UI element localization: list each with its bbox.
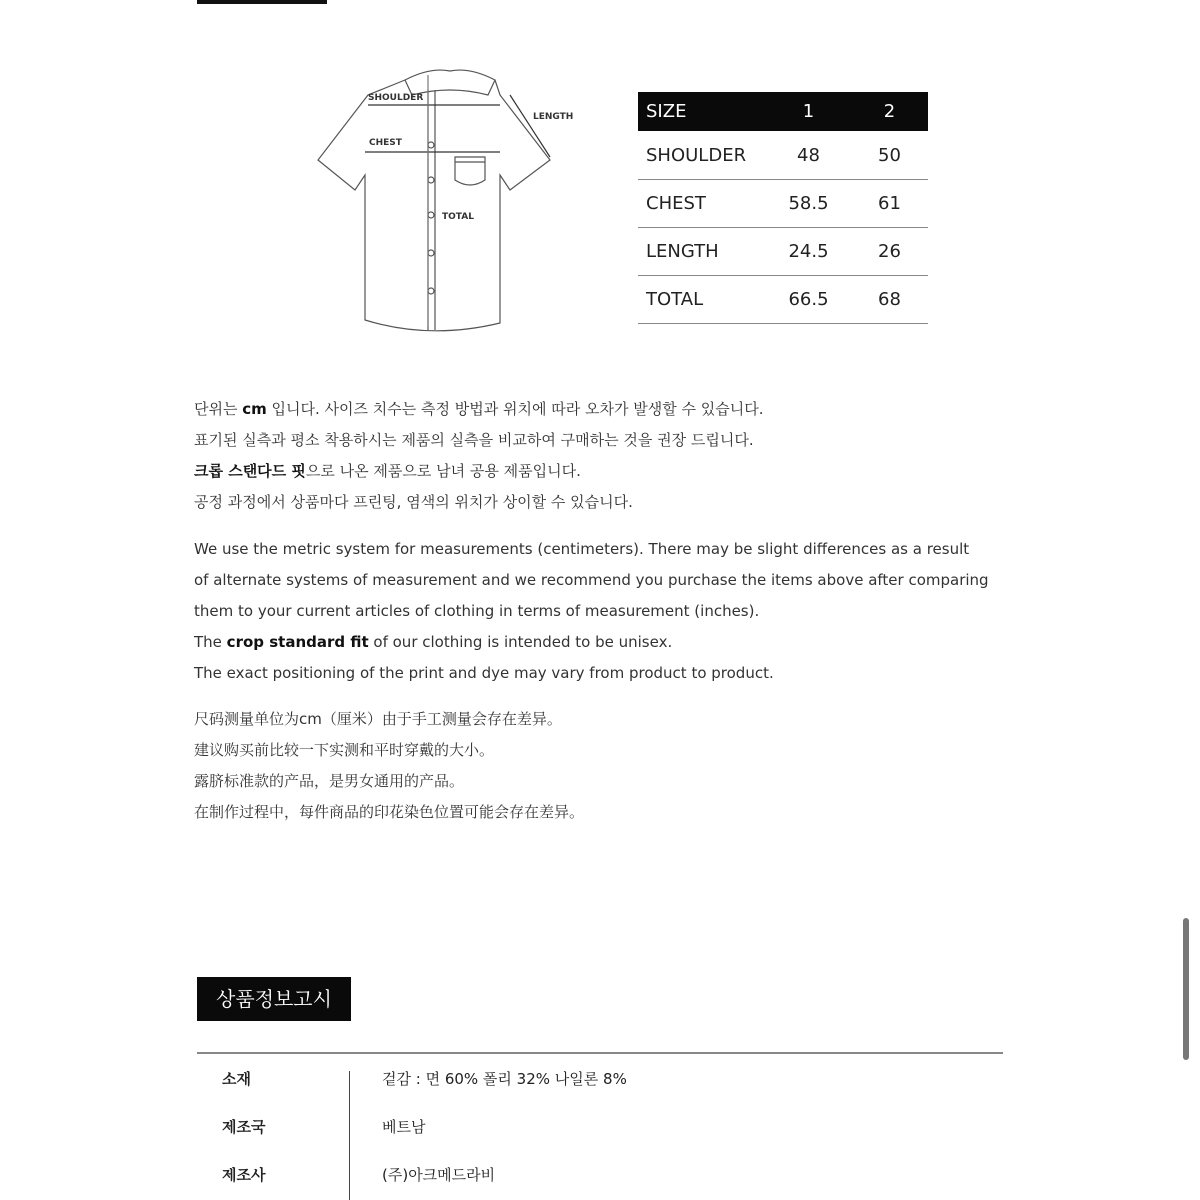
row-size-2: 26 — [851, 228, 928, 276]
row-size-2: 68 — [851, 276, 928, 324]
note-line: 在制作过程中，每件商品的印花染色位置可能会存在差异。 — [194, 803, 585, 821]
note-line: 露脐标准款的产品，是男女通用的产品。 — [194, 772, 465, 790]
info-value-material: 겉감 : 면 60% 폴리 32% 나일론 8% — [382, 1070, 627, 1088]
diagram-label-shoulder: SHOULDER — [368, 93, 424, 103]
info-value-country: 베트남 — [382, 1118, 426, 1136]
note-line: them to your current articles of clothing in terms of measurement (inches). — [194, 602, 760, 620]
size-table-header — [638, 92, 928, 131]
scrollbar-thumb[interactable] — [1183, 918, 1189, 1060]
row-size-2: 50 — [851, 131, 928, 180]
note-line: 표기된 실측과 평소 착용하시는 제품의 실측을 비교하여 구매하는 것을 권장 드립니다. — [194, 431, 754, 449]
row-label: CHEST — [638, 180, 766, 228]
note-bold-unit: cm — [242, 400, 267, 418]
diagram-label-total: TOTAL — [442, 212, 474, 222]
row-size-1: 58.5 — [766, 180, 851, 228]
shirt-measurement-diagram — [310, 65, 590, 340]
info-value-manufacturer: (주)아크메드라비 — [382, 1166, 496, 1184]
note-text: The — [194, 633, 227, 651]
row-label: TOTAL — [638, 276, 766, 324]
info-key-country: 제조국 — [222, 1118, 266, 1136]
note-line — [194, 456, 763, 487]
size-header-label: SIZE — [638, 92, 766, 131]
table-row — [638, 276, 928, 324]
note-bold-fit: crop standard fit — [226, 633, 369, 651]
note-line: 尺码测量单位为cm（厘米）由于手工测量会存在差异。 — [194, 710, 562, 728]
table-row — [638, 228, 928, 276]
info-key-material: 소재 — [222, 1070, 251, 1088]
note-line: 建议购买前比较一下实测和平时穿戴的大小。 — [194, 741, 495, 759]
row-size-1: 24.5 — [766, 228, 851, 276]
note-text: 으로 나온 제품으로 남녀 공용 제품입니다. — [305, 462, 581, 480]
notes-chinese — [194, 704, 584, 828]
row-size-1: 48 — [766, 131, 851, 180]
product-info-title: 상품정보고시 — [197, 977, 351, 1021]
diagram-label-length: LENGTH — [533, 112, 574, 122]
note-line — [194, 394, 763, 425]
top-divider-bar — [197, 0, 327, 4]
note-text: 단위는 — [194, 400, 243, 418]
note-line: of alternate systems of measurement and we recommend you purchase the items above after comparing — [194, 571, 989, 589]
note-bold-fit: 크롭 스탠다드 핏 — [194, 462, 306, 480]
row-label: LENGTH — [638, 228, 766, 276]
row-label: SHOULDER — [638, 131, 766, 180]
product-info-divider — [197, 1052, 1003, 1054]
note-line — [194, 627, 989, 658]
note-line: We use the metric system for measurements (centimeters). There may be slight differences as a result — [194, 540, 970, 558]
size-header-2: 2 — [851, 92, 928, 131]
size-header-1: 1 — [766, 92, 851, 131]
row-size-2: 61 — [851, 180, 928, 228]
product-info-column-divider — [349, 1071, 350, 1200]
shirt-illustration — [310, 65, 590, 340]
notes-english — [194, 534, 989, 689]
note-line: 공정 과정에서 상품마다 프린팅, 염색의 위치가 상이할 수 있습니다. — [194, 493, 633, 511]
diagram-label-chest: CHEST — [369, 138, 402, 148]
note-text: 입니다. 사이즈 치수는 측정 방법과 위치에 따라 오차가 발생할 수 있습니다. — [266, 400, 764, 418]
note-line: The exact positioning of the print and dye may vary from product to product. — [194, 664, 774, 682]
table-row — [638, 180, 928, 228]
notes-korean — [194, 394, 763, 518]
table-row — [638, 131, 928, 180]
row-size-1: 66.5 — [766, 276, 851, 324]
info-key-manufacturer: 제조사 — [222, 1166, 266, 1184]
size-table — [638, 92, 928, 324]
note-text: of our clothing is intended to be unisex. — [368, 633, 673, 651]
